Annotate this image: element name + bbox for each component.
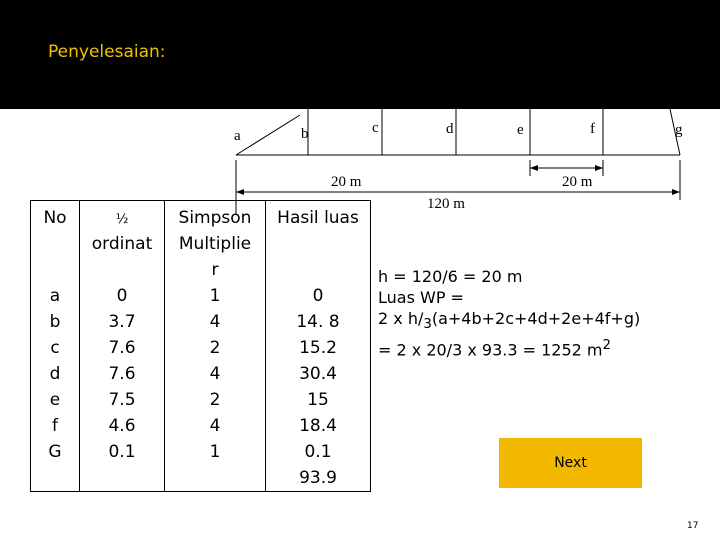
note-formula-sub: 3 [423,317,432,333]
label-g: g [675,122,683,138]
note-formula [378,308,640,335]
label-f: f [590,121,595,137]
cell-ordinat: 7.5 [80,387,165,413]
cell-mult: 4 [165,413,266,439]
page-number: 17 [687,521,699,531]
page-title: Penyelesaian: [48,42,166,62]
note-result [378,335,640,360]
cell-no: f [31,413,80,439]
cell-hasil: 14. 8 [266,309,371,335]
label-c: c [372,120,379,136]
header-multiplier-wrap: r [211,260,219,280]
header-multiplier [165,201,266,284]
arrow-seg-right-icon [595,165,603,171]
header-no [31,201,80,284]
simpson-table [30,200,371,492]
cell-mult: 2 [165,335,266,361]
cell-ordinat: 4.6 [80,413,165,439]
cell-mult: 1 [165,439,266,465]
note-result-text: = 2 x 20/3 x 93.3 = 1252 m [378,340,603,360]
table-row [31,361,371,387]
dimension-label-total: 120 m [427,196,465,212]
cell-ordinat: 0.1 [80,439,165,465]
cell-ordinat: 7.6 [80,361,165,387]
note-formula-body: (a+4b+2c+4d+2e+4f+g) [431,309,641,328]
next-button[interactable]: Next [499,438,642,488]
dimension-label-left: 20 m [331,174,362,190]
cell-empty [31,465,80,492]
table-row [31,439,371,465]
cell-ordinat: 0 [80,283,165,309]
arrow-left-icon [236,189,244,195]
cell-no: d [31,361,80,387]
header-hasil [266,201,371,284]
label-e: e [517,122,524,138]
header-ordinat-label: ordinat [91,234,153,254]
header-ordinat-fraction: ½ [115,212,129,227]
label-d: d [446,121,454,137]
table-row [31,387,371,413]
table-row [31,335,371,361]
hull-outline [236,115,300,155]
cell-mult: 1 [165,283,266,309]
cell-mult: 4 [165,309,266,335]
arrow-seg-left-icon [530,165,538,171]
cell-no: G [31,439,80,465]
header-hasil-label: Hasil luas [277,208,359,228]
table-row [31,413,371,439]
header-multiplier-label: Multiplie [178,234,252,254]
cell-no: a [31,283,80,309]
note-h: h = 120/6 = 20 m [378,267,523,286]
header-simpson-label: Simpson [178,208,252,228]
cell-mult: 2 [165,387,266,413]
cell-empty [165,465,266,492]
table-header-row [31,201,371,284]
header-ordinat [80,201,165,284]
cell-mult: 4 [165,361,266,387]
dimension-label-right: 20 m [562,174,593,190]
arrow-right-icon [672,189,680,195]
note-luas-label: Luas WP = [378,288,464,307]
cell-hasil: 0 [266,283,371,309]
cell-empty [80,465,165,492]
cell-hasil: 15.2 [266,335,371,361]
cell-no: b [31,309,80,335]
cell-ordinat: 7.6 [80,335,165,361]
label-b: b [301,126,309,142]
cell-ordinat: 3.7 [80,309,165,335]
cell-hasil: 15 [266,387,371,413]
table-total-row [31,465,371,492]
note-result-sup: 2 [602,338,611,354]
cell-no: c [31,335,80,361]
cell-total: 93.9 [266,465,371,492]
label-a: a [234,128,241,144]
cell-hasil: 0.1 [266,439,371,465]
cell-hasil: 18.4 [266,413,371,439]
cell-no: e [31,387,80,413]
table-row [31,283,371,309]
calculation-notes [378,266,640,361]
cell-hasil: 30.4 [266,361,371,387]
note-formula-prefix: 2 x h/ [378,309,424,328]
table-row [31,309,371,335]
header-no-label: No [43,208,67,228]
